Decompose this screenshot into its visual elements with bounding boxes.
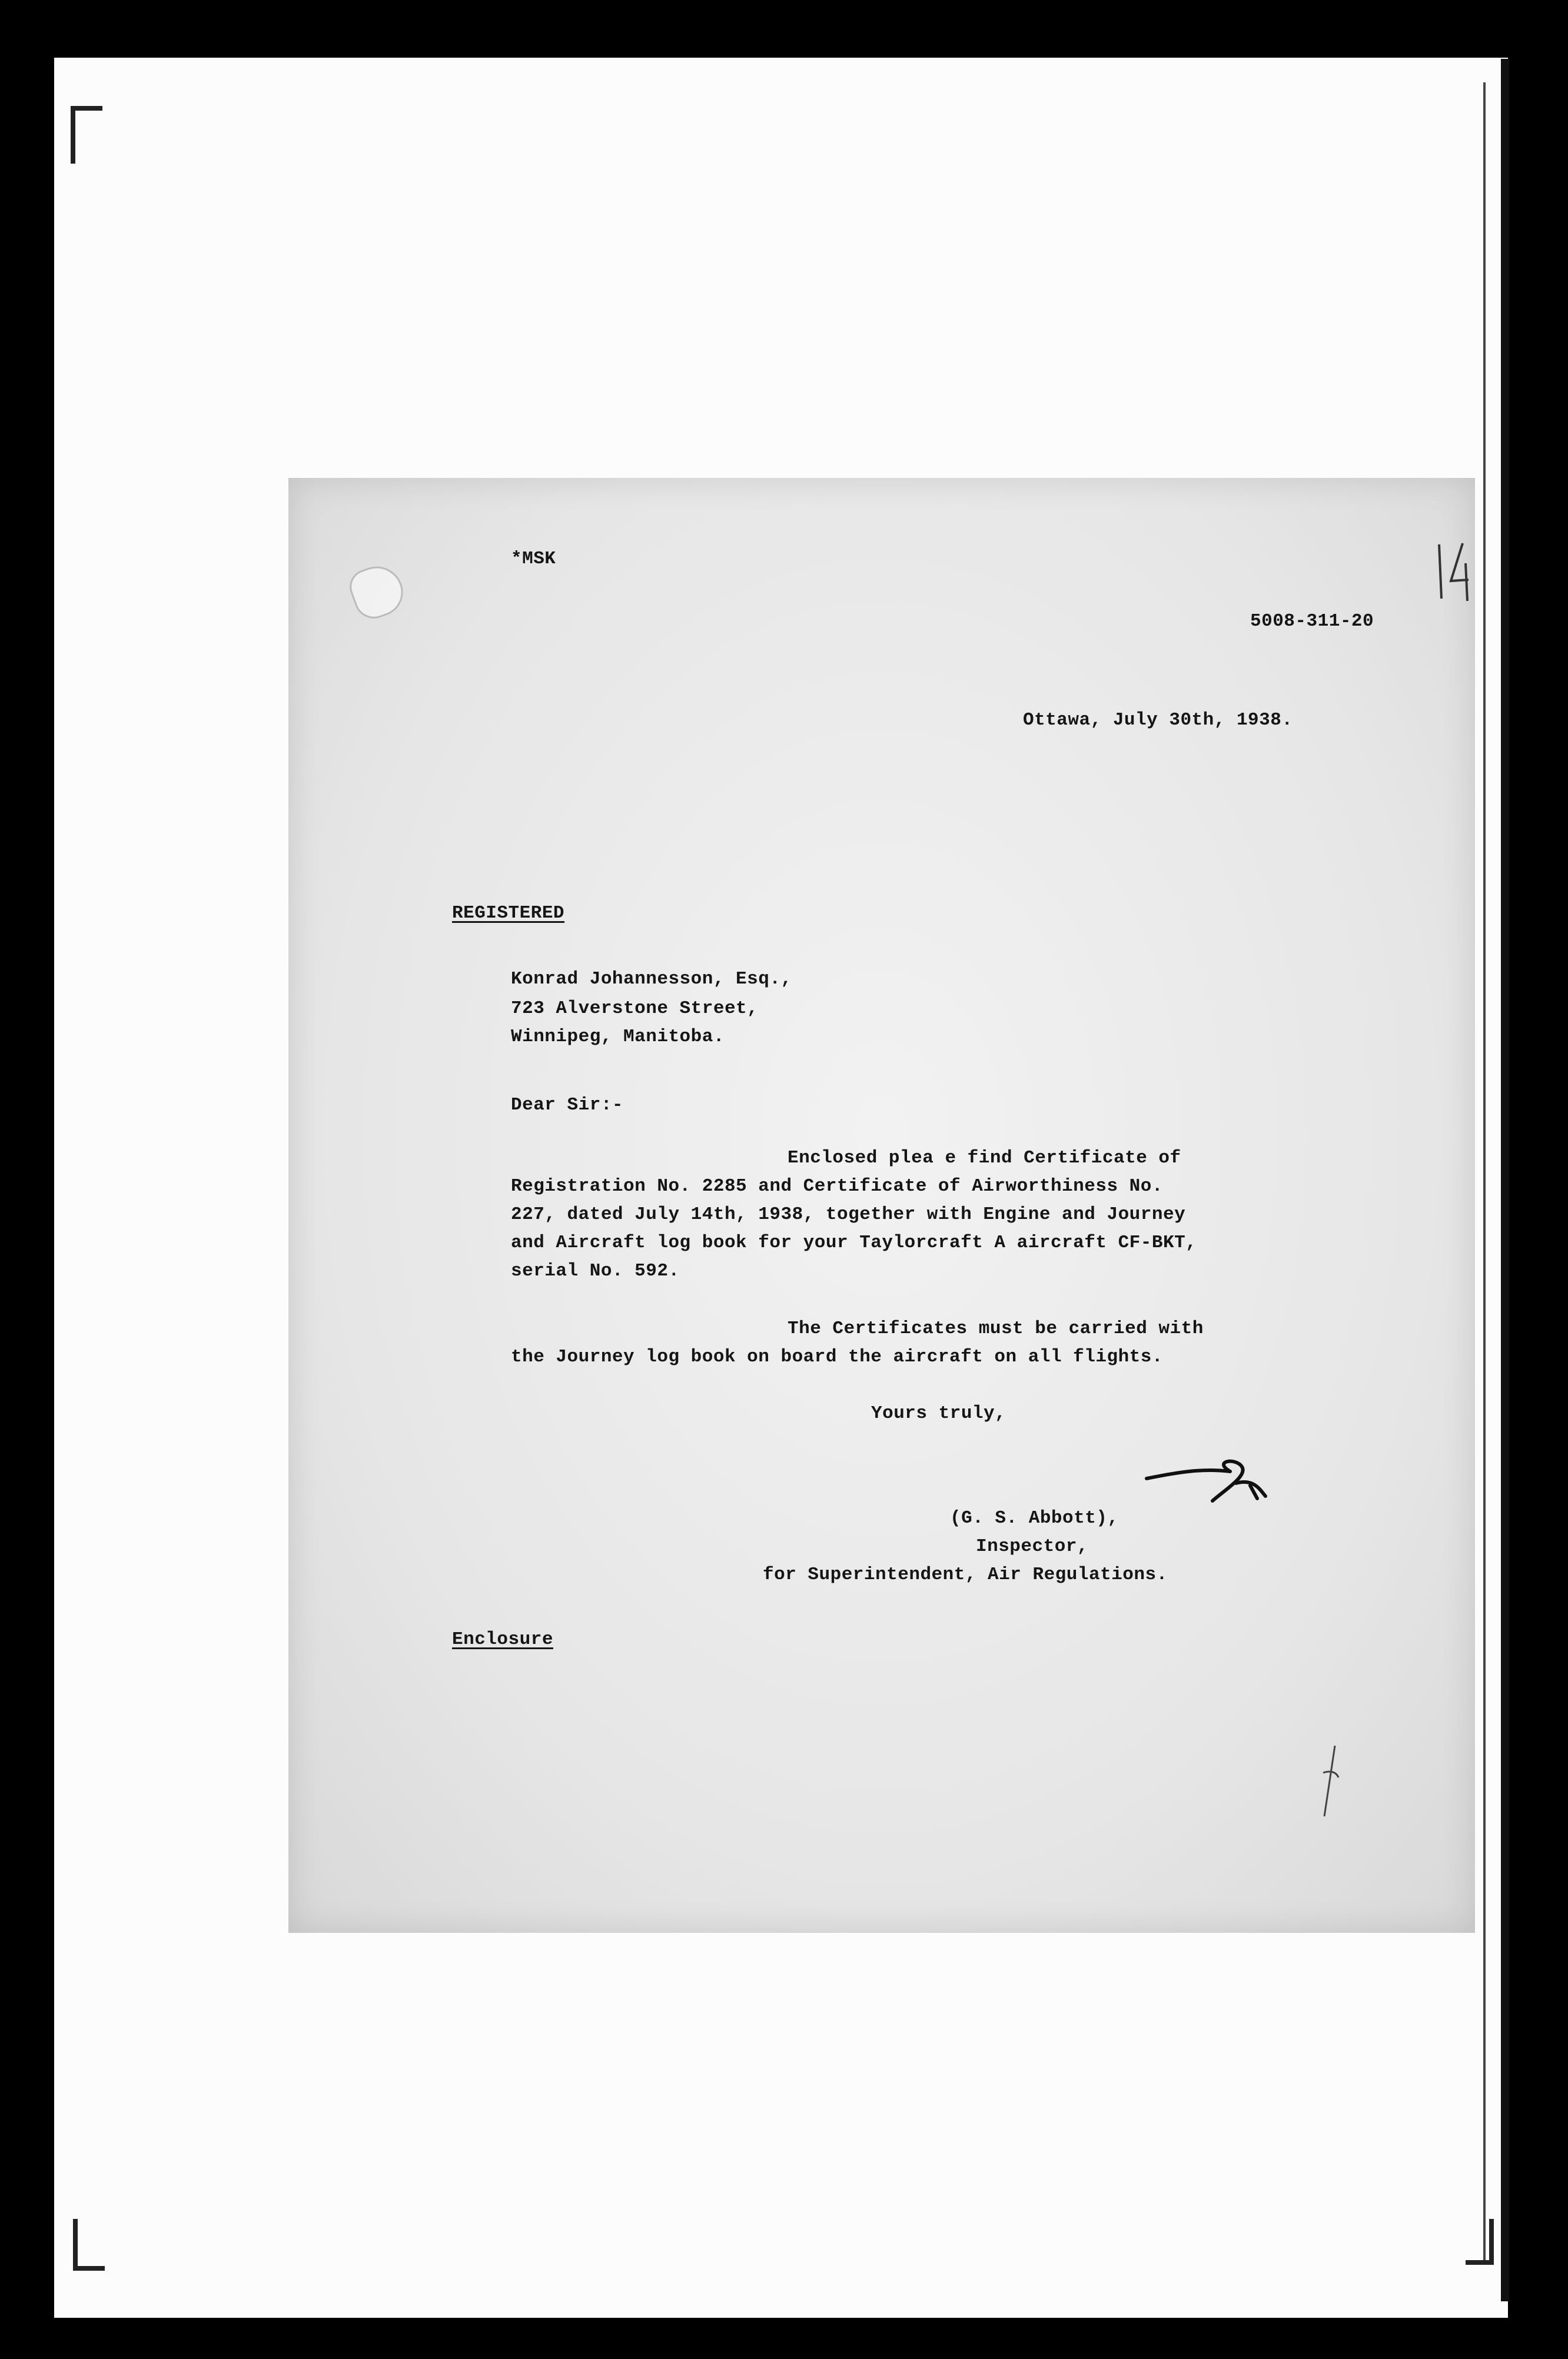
body-line: Registration No. 2285 and Certificate of Airworthiness No. — [511, 1176, 1163, 1197]
registered-label: REGISTERED — [452, 903, 565, 923]
page-number-mark — [1433, 540, 1474, 604]
body-line: serial No. 592. — [511, 1261, 680, 1281]
signatory-name: (G. S. Abbott), — [950, 1508, 1119, 1529]
salutation: Dear Sir:- — [511, 1095, 624, 1115]
recipient-city: Winnipeg, Manitoba. — [511, 1026, 725, 1047]
crop-mark-bottom-left — [73, 2219, 105, 2271]
pencil-tick-mark — [1313, 1743, 1348, 1820]
signatory-title: Inspector, — [976, 1536, 1089, 1557]
body-line: and Aircraft log book for your Taylorcraft A aircraft CF-BKT, — [511, 1232, 1197, 1253]
closing: Yours truly, — [871, 1403, 1006, 1424]
film-edge-line — [1483, 82, 1486, 2260]
crop-mark-top-left — [71, 106, 102, 164]
crop-mark-bottom-right — [1466, 2219, 1494, 2265]
body-line: Enclosed plea e find Certificate of — [788, 1148, 1181, 1168]
body-line: The Certificates must be carried with — [788, 1318, 1204, 1339]
signatory-for-line: for Superintendent, Air Regulations. — [763, 1564, 1168, 1585]
date-line: Ottawa, July 30th, 1938. — [1023, 710, 1293, 730]
enclosure-label: Enclosure — [452, 1629, 553, 1650]
recipient-name: Konrad Johannesson, Esq., — [511, 969, 792, 989]
recipient-street: 723 Alverstone Street, — [511, 998, 759, 1019]
body-line: the Journey log book on board the aircraft on all flights. — [511, 1347, 1163, 1367]
staple-smudge — [345, 559, 410, 624]
film-edge — [1501, 59, 1509, 2301]
letter-page — [288, 478, 1475, 1933]
handwritten-initials-signature — [1142, 1455, 1277, 1508]
typist-initials: *MSK — [511, 549, 556, 569]
file-number: 5008-311-20 — [1250, 611, 1374, 632]
body-line: 227, dated July 14th, 1938, together with Engine and Journey — [511, 1204, 1186, 1225]
